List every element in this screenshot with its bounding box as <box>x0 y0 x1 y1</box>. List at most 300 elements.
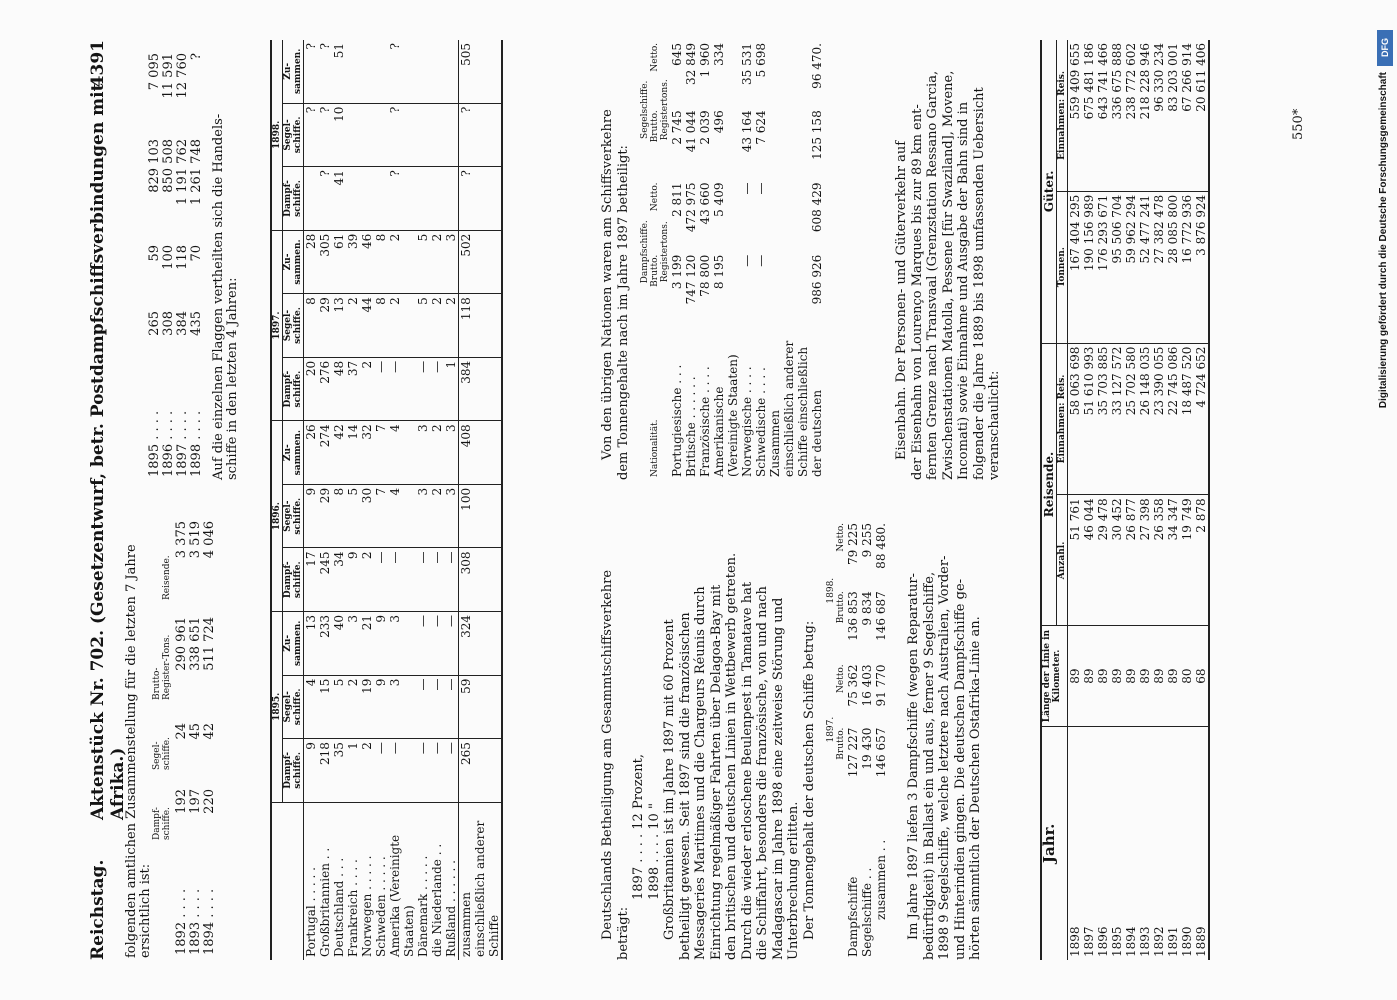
table-row: Dampfschiffe 127 227 75 362 136 853 79 225 <box>846 523 860 957</box>
flag-value-cell <box>346 103 360 167</box>
flag-value-cell: 10 <box>332 103 346 167</box>
text-line: folgender die Jahre 1889 bis 1898 umfassenden Uebersicht <box>971 87 987 480</box>
flag-value-cell: ? <box>318 40 332 103</box>
flag-value-cell: 3 <box>416 421 430 485</box>
sub-zus: Zu- sammen. <box>283 612 304 676</box>
text-line: Durch die wieder erloschene Beulenpest in Tamatave hat <box>739 581 755 960</box>
flag-value-cell: 2 <box>430 294 444 358</box>
rail-value-cell: 89 <box>1152 626 1166 726</box>
sub-segel: Segel- schiffe. <box>283 294 304 358</box>
flag-value-cell: ? <box>388 103 416 167</box>
rail-value-cell: 20 611 406 <box>1194 40 1209 191</box>
table-row <box>1166 40 1180 960</box>
rail-value-cell: 68 <box>1194 626 1209 726</box>
rail-value-cell: 89 <box>1110 626 1124 726</box>
flag-value-cell: 276 <box>318 357 332 421</box>
flag-value-cell: 5 <box>416 230 430 294</box>
flag-value-cell: — <box>374 548 388 612</box>
flag-value-cell: 2 <box>430 484 444 548</box>
flag-value-cell <box>416 103 430 167</box>
flag-value-cell <box>444 40 459 103</box>
table-row <box>430 40 444 960</box>
table-row: Französische . . . . 78 800 43 660 2 039 1 960 <box>698 43 712 477</box>
year-1897: 1897. <box>271 230 283 421</box>
flag-value-cell: 13 <box>304 612 319 676</box>
rail-value-cell: 30 452 <box>1110 495 1124 626</box>
flag-value-cell: ? <box>388 167 416 231</box>
flag-value-cell <box>430 103 444 167</box>
text-line: bedürftigkeit) in Ballast ein und aus, ferner 9 Segelschiffe, <box>921 571 937 960</box>
flag-value-cell: 100 <box>459 484 503 548</box>
flag-nation-cell: Amerika (Vereinigte Staaten) <box>388 802 416 960</box>
text-line: Eisenbahn. Der Personen- und Güterverkehr auf <box>894 140 909 460</box>
table-row: 1896 . . . . 308 100 850 508 11 591 <box>161 53 176 477</box>
text-line: Deutschlands Betheiligung am Gesammtschiffsverkehre <box>600 569 615 940</box>
flag-value-cell: — <box>416 739 430 803</box>
flag-value-cell: 2 <box>360 548 374 612</box>
rail-value-cell: 27 382 478 <box>1152 191 1166 343</box>
flag-value-cell: 218 <box>318 739 332 803</box>
rail-sub-einnahmen: Einnahmen: Reis. <box>1057 343 1068 495</box>
summary-table-1 <box>175 518 217 958</box>
rail-value-cell: 16 772 936 <box>1180 191 1194 343</box>
flag-value-cell: 21 <box>360 612 374 676</box>
rail-value-cell: 176 293 671 <box>1096 191 1110 343</box>
flag-value-cell: 35 <box>332 739 346 803</box>
flag-nation-cell: Dänemark . . . . . <box>416 802 430 960</box>
text-line: betheiligt gewesen. Seit 1897 sind die französischen <box>677 612 693 960</box>
summary-table-2 <box>148 50 204 480</box>
flag-value-cell: 2 <box>346 294 360 358</box>
flag-value-cell: — <box>416 357 430 421</box>
flag-value-cell: 20 <box>304 357 319 421</box>
flag-value-cell <box>346 40 360 103</box>
flag-value-cell: 9 <box>374 612 388 676</box>
rail-year-cell: 1891 <box>1166 726 1180 960</box>
flag-value-cell: 408 <box>459 421 503 485</box>
table-row <box>1110 40 1124 960</box>
flag-value-cell: 17 <box>304 548 319 612</box>
text-line: beträgt: <box>615 906 631 960</box>
rail-year-cell: 1897 <box>1082 726 1096 960</box>
flag-value-cell: 324 <box>459 612 503 676</box>
rail-value-cell: 27 398 <box>1138 495 1152 626</box>
rail-value-cell: 218 228 946 <box>1138 40 1152 191</box>
flag-nation-cell: Frankreich . . . . <box>346 802 360 960</box>
flag-value-cell <box>360 40 374 103</box>
text-line: 1898 . . . . 10 " <box>646 803 662 900</box>
flag-value-cell: 30 <box>360 484 374 548</box>
sub-dampf: Dampf- schiffe. <box>283 739 304 803</box>
dfg-text: Digitalisierung gefördert durch die Deutsche Forschungsgemeinschaft <box>1378 72 1389 409</box>
rail-year-cell: 1894 <box>1124 726 1138 960</box>
flag-value-cell: 505 <box>459 40 503 103</box>
flag-table <box>270 40 503 960</box>
table-row <box>360 40 374 960</box>
rail-value-cell: 19 749 <box>1180 495 1194 626</box>
rail-value-cell: 336 675 888 <box>1110 40 1124 191</box>
intro-line-1: folgenden amtlichen Zusammenstellung für die letzten 7 Jahre <box>124 544 139 958</box>
flag-value-cell: 3 <box>444 421 459 485</box>
text-line: 1897 . . . . 12 Prozent, <box>631 753 646 900</box>
flag-nation-cell: Portugal . . . . . <box>304 802 319 960</box>
flag-value-cell: 502 <box>459 230 503 294</box>
flag-value-cell: 15 <box>318 675 332 739</box>
flag-value-cell <box>374 167 388 231</box>
flag-value-cell: 44 <box>360 294 374 358</box>
rail-year-cell: 1889 <box>1194 726 1209 960</box>
flag-value-cell: 2 <box>388 230 416 294</box>
flag-value-cell: 233 <box>318 612 332 676</box>
nat-head-nationality: Nationalität. <box>650 419 660 477</box>
table-row: Amerikanische (Vereinigte Staaten) 8 195 5 409 496 334 <box>712 43 740 477</box>
footer-mark: 550* <box>1291 108 1306 140</box>
flag-value-cell: 5 <box>346 484 360 548</box>
flag-value-cell <box>430 40 444 103</box>
table-row <box>374 40 388 960</box>
text-line: Großbritannien ist im Jahre 1897 mit 60 Prozent <box>662 619 677 940</box>
flag-value-cell: 3 <box>416 484 430 548</box>
nat-head-segel: Segelschiffe. <box>640 80 650 139</box>
flag-value-cell: — <box>374 357 388 421</box>
table-row: 1898 . . . . 435 70 1 261 748 ? <box>189 53 204 477</box>
rail-value-cell: 4 724 652 <box>1194 343 1209 495</box>
rail-value-cell: 89 <box>1138 626 1152 726</box>
year-1895: 1895. <box>271 612 283 803</box>
rail-value-cell: 51 761 <box>1068 495 1083 626</box>
flag-value-cell: 13 <box>332 294 346 358</box>
text-line: Von den übrigen Nationen waren am Schiffsverkehre <box>600 109 615 460</box>
flag-value-cell: 39 <box>346 230 360 294</box>
table-row: 1894 . . . . 220 42 511 724 4 046 <box>202 521 217 955</box>
rail-value-cell: 46 044 <box>1082 495 1096 626</box>
rail-value-cell: 559 409 655 <box>1068 40 1083 191</box>
text-line: Unterbrechung erlitten. <box>786 801 801 960</box>
page-number: 4391 <box>88 40 108 88</box>
flag-value-cell: 41 <box>332 167 346 231</box>
rail-value-cell: 33 127 572 <box>1110 343 1124 495</box>
rail-value-cell: 89 <box>1068 626 1083 726</box>
text-line: Madagascar im Jahre 1898 eine zeitweise Störung und <box>770 597 786 960</box>
text-line: veranschaulicht: <box>987 370 1002 480</box>
sub-segel: Segel- schiffe. <box>283 675 304 739</box>
table-row <box>1082 40 1096 960</box>
rail-value-cell: 52 477 241 <box>1138 191 1152 343</box>
head-segel: Segel- <box>152 741 162 770</box>
rail-value-cell: 26 877 <box>1124 495 1138 626</box>
flag-value-cell <box>444 167 459 231</box>
rail-sub-tonnen: Tonnen. <box>1057 191 1068 343</box>
flag-value-cell: 1 <box>346 739 360 803</box>
text-line: Im Jahre 1897 liefen 3 Dampfschiffe (wegen Reparatur- <box>906 573 921 940</box>
flag-value-cell: 48 <box>332 357 346 421</box>
flag-value-cell: — <box>444 739 459 803</box>
flag-value-cell: 3 <box>444 484 459 548</box>
flag-value-cell: — <box>430 739 444 803</box>
text-line: Incomati) sowie Einnahme und Ausgabe der Bahn sind in <box>956 101 971 480</box>
flag-value-cell: 29 <box>318 484 332 548</box>
table-row <box>304 40 319 960</box>
flag-value-cell: 5 <box>416 294 430 358</box>
flag-value-cell: 245 <box>318 548 332 612</box>
rail-value-cell: 675 481 186 <box>1082 40 1096 191</box>
rail-year-cell: 1890 <box>1180 726 1194 960</box>
flag-value-cell: 9 <box>346 548 360 612</box>
right-text-block-2 <box>894 40 1003 480</box>
rail-value-cell: 167 404 295 <box>1068 191 1083 343</box>
flag-value-cell: — <box>388 357 416 421</box>
table-row <box>1180 40 1194 960</box>
rail-value-cell: 18 487 520 <box>1180 343 1194 495</box>
table-row: Portugiesische . . . 3 199 2 811 2 745 645 <box>670 43 684 477</box>
table-row: 1892 . . . . 192 24 290 961 3 375 <box>174 521 189 955</box>
flag-value-cell: 9 <box>304 484 319 548</box>
flag-value-cell: 26 <box>304 421 319 485</box>
flag-value-cell: 118 <box>459 294 503 358</box>
flag-value-cell: ? <box>304 40 319 103</box>
rail-value-cell: 96 330 234 <box>1152 40 1166 191</box>
flag-value-cell: 2 <box>346 675 360 739</box>
flag-value-cell: 32 <box>360 421 374 485</box>
table-row <box>1068 40 1083 960</box>
flag-value-cell: 384 <box>459 357 503 421</box>
flag-value-cell: — <box>388 739 416 803</box>
flag-value-cell: 59 <box>459 675 503 739</box>
rail-value-cell: 58 063 698 <box>1068 343 1083 495</box>
rail-value-cell: 34 347 <box>1166 495 1180 626</box>
rail-value-cell: 89 <box>1124 626 1138 726</box>
flag-value-cell: 9 <box>304 739 319 803</box>
flag-value-cell: — <box>430 357 444 421</box>
rail-value-cell: 28 085 800 <box>1166 191 1180 343</box>
tonnage-table: 1897. 1898. Brutto. Netto. Brutto. Netto. Dampfschiffe 127 227 75 362 136 853 79 225 Segelschiffe . . 19 430 16 403 9 834 9 255 zusammen . . 146 657 91 770 146 687 88 480. <box>826 520 888 960</box>
text-line: Messageries Maritimes und die Chargeurs Réunis durch <box>693 586 708 960</box>
head-dampf: Dampf- <box>152 807 162 840</box>
flag-value-cell <box>416 40 430 103</box>
sub-dampf: Dampf- schiffe. <box>283 167 304 231</box>
flag-value-cell: 7 <box>374 484 388 548</box>
outro-line-1: Auf die einzelnen Flaggen vertheilten sich die Handels- <box>211 113 226 480</box>
flag-value-cell: 2 <box>444 294 459 358</box>
flag-value-cell: — <box>444 548 459 612</box>
flag-nation-cell: Norwegen . . . . . <box>360 802 374 960</box>
text-line: hörten sämmtlich der Deutschen Ostafrika-Linie an. <box>968 616 983 960</box>
flag-value-cell: 40 <box>332 612 346 676</box>
flag-value-cell <box>374 40 388 103</box>
head-reisende: Reisende. <box>162 555 172 600</box>
rail-year-cell: 1896 <box>1096 726 1110 960</box>
flag-value-cell: 4 <box>304 675 319 739</box>
flag-table-body <box>304 40 503 960</box>
text-line: die Schiffahrt, besonders die französische, von und nach <box>755 586 770 960</box>
table-row <box>1152 40 1166 960</box>
flag-value-cell: — <box>416 612 430 676</box>
summary-intro <box>125 518 153 958</box>
table-row: 1893 . . . . 197 45 338 651 3 519 <box>188 521 203 955</box>
flag-value-cell: ? <box>304 103 319 167</box>
summary-outro <box>212 40 240 480</box>
flag-value-cell: 2 <box>388 294 416 358</box>
rail-col-gueter: Güter. <box>1041 40 1057 343</box>
flag-value-cell <box>346 167 360 231</box>
text-line: Zwischenstationen Matolla, Pessene [für Swaziland], Movene, <box>940 70 956 480</box>
table-row <box>416 40 430 960</box>
flag-value-cell: 9 <box>374 675 388 739</box>
ton-year-1898: 1898. <box>826 577 836 604</box>
nations-table: Dampfschiffe. Segelschiffe. Nationalität. Brutto. Netto. Brutto. Netto. Registertons. Registertons. Portugiesische . . . 3 199 2 811 2 745 645 Britische . . . . . . 747 120 472 975 41 044 32 849 Französische . . . . 78 800 43 660 2 039 1 960 Amerikanische (Vereinigte Staaten) 8 195 5 409 496 334 Norwegische . . . . — — 43 164 35 531 Schwedische . . . . — — 7 624 5 698 Zusammen einschließlich anderer Schiffe einschließlich der deutschen 986 926 608 429 125 158 96 470. <box>640 40 824 480</box>
flag-value-cell: 2 <box>430 421 444 485</box>
flag-value-cell: ? <box>388 40 416 103</box>
table-row <box>318 40 332 960</box>
flag-value-cell: 308 <box>459 548 503 612</box>
flag-value-cell: — <box>444 675 459 739</box>
flag-value-cell: 37 <box>346 357 360 421</box>
table-row <box>444 40 459 960</box>
flag-value-cell: — <box>388 548 416 612</box>
flag-nation-cell: Rußland . . . . . . <box>444 802 459 960</box>
rail-table <box>1040 40 1210 960</box>
intro-line-2: ersichtlich ist: <box>138 863 153 958</box>
flag-value-cell: 2 <box>360 739 374 803</box>
flag-value-cell: 42 <box>332 421 346 485</box>
dfg-logo: DFG <box>1377 30 1393 66</box>
flag-value-cell <box>374 103 388 167</box>
rail-year-cell: 1892 <box>1152 726 1166 960</box>
flag-col-nation <box>271 802 304 960</box>
text-line: dem Tonnengehalte nach im Jahre 1897 betheiligt: <box>615 145 631 480</box>
table-row <box>1124 40 1138 960</box>
flag-value-cell: 14 <box>346 421 360 485</box>
flag-value-cell: 46 <box>360 230 374 294</box>
flag-value-cell <box>304 167 319 231</box>
rail-value-cell: 35 703 885 <box>1096 343 1110 495</box>
flag-value-cell: ? <box>459 167 503 231</box>
running-header <box>88 40 128 960</box>
flag-value-cell: 29 <box>318 294 332 358</box>
left-text-block <box>600 520 817 960</box>
flag-value-cell: — <box>416 548 430 612</box>
text-line: und Hinterindien gingen. Die deutschen Dampfschiffe ge- <box>952 578 968 960</box>
flag-value-cell: 4 <box>388 484 416 548</box>
flag-nation-cell: die Niederlande . . <box>430 802 444 960</box>
rail-value-cell: 22 745 086 <box>1166 343 1180 495</box>
rail-value-cell: 89 <box>1166 626 1180 726</box>
rail-value-cell: 3 876 924 <box>1194 191 1209 343</box>
flag-value-cell: 1 <box>444 357 459 421</box>
table-row <box>388 40 416 960</box>
rail-col-reisende: Reisende. <box>1041 343 1057 626</box>
year-1898: 1898. <box>271 40 283 230</box>
rail-col-length: Länge der Linie in Kilometer. <box>1041 626 1068 726</box>
rail-col-jahr: Jahr. <box>1041 726 1068 960</box>
rail-value-cell: 83 203 001 <box>1166 40 1180 191</box>
flag-value-cell <box>360 167 374 231</box>
sub-segel: Segel- schiffe. <box>283 103 304 167</box>
flag-value-cell: ? <box>318 103 332 167</box>
sub-dampf: Dampf- schiffe. <box>283 357 304 421</box>
flag-value-cell: 8 <box>332 484 346 548</box>
text-line: der Eisenbahn von Lourenço Marques bis zur 89 km ent- <box>909 104 925 480</box>
rail-value-cell: 26 358 <box>1152 495 1166 626</box>
flag-value-cell <box>444 103 459 167</box>
flag-value-cell: 34 <box>332 548 346 612</box>
flag-value-cell: — <box>430 612 444 676</box>
rail-value-cell: 23 390 055 <box>1152 343 1166 495</box>
flag-value-cell: — <box>416 675 430 739</box>
rail-value-cell: 190 156 989 <box>1082 191 1096 343</box>
nat-head-dampf: Dampfschiffe. <box>640 220 650 284</box>
rail-value-cell: 89 <box>1096 626 1110 726</box>
flag-value-cell: 8 <box>374 230 388 294</box>
rail-value-cell: 2 878 <box>1194 495 1209 626</box>
flag-value-cell: 51 <box>332 40 346 103</box>
flag-value-cell: ? <box>459 103 503 167</box>
flag-value-cell: 265 <box>459 739 503 803</box>
table-row <box>1138 40 1152 960</box>
table-row <box>346 40 360 960</box>
flag-nation-cell: zusammen einschließlich anderer Schiffe <box>459 802 503 960</box>
flag-value-cell: — <box>374 739 388 803</box>
flag-value-cell: 2 <box>360 357 374 421</box>
right-text-block <box>600 40 631 480</box>
rail-value-cell: 80 <box>1180 626 1194 726</box>
flag-value-cell: 274 <box>318 421 332 485</box>
text-line: 1898 9 Segelschiffe, welche letztere nach Australien, Vorder- <box>937 555 952 960</box>
rail-value-cell: 67 266 914 <box>1180 40 1194 191</box>
flag-value-cell: 3 <box>388 612 416 676</box>
rail-value-cell: 26 148 035 <box>1138 343 1152 495</box>
sub-zus: Zu- sammen. <box>283 421 304 485</box>
rail-value-cell: 25 702 580 <box>1124 343 1138 495</box>
flag-value-cell: 3 <box>388 675 416 739</box>
flag-value-cell <box>360 103 374 167</box>
table-row: Segelschiffe . . 19 430 16 403 9 834 9 255 <box>860 523 874 957</box>
rail-sub-anzahl: Anzahl. <box>1057 495 1068 626</box>
table-row <box>332 40 346 960</box>
text-line: den britischen und deutschen Linien in Wettbewerb getreten. <box>724 552 739 960</box>
flag-value-cell: 5 <box>332 675 346 739</box>
text-line: Der Tonnengehalt der deutschen Schiffe betrug: <box>801 620 817 940</box>
head-brutto: Brutto- <box>152 667 162 700</box>
flag-value-cell: 305 <box>318 230 332 294</box>
left-text-block-2 <box>906 520 984 960</box>
flag-value-cell: — <box>444 612 459 676</box>
rail-year-cell: 1895 <box>1110 726 1124 960</box>
flag-value-cell: 3 <box>444 230 459 294</box>
flag-nation-cell: Großbritannien . . <box>318 802 332 960</box>
rail-value-cell: 643 741 466 <box>1096 40 1110 191</box>
sub-segel: Segel- schiffe. <box>283 484 304 548</box>
flag-value-cell: ? <box>318 167 332 231</box>
text-line: Einrichtung regelmäßiger Fahrten über Delagoa-Bay mit <box>708 584 724 960</box>
flag-value-cell: — <box>430 675 444 739</box>
rail-value-cell: 59 962 294 <box>1124 191 1138 343</box>
outro-line-2: schiffe in den letzten 4 Jahren: <box>225 277 240 480</box>
year-1896: 1896. <box>271 421 283 612</box>
table-row: Britische . . . . . . 747 120 472 975 41 044 32 849 <box>684 43 698 477</box>
flag-value-cell: 3 <box>346 612 360 676</box>
flag-value-cell: 7 <box>374 421 388 485</box>
flag-value-cell: 8 <box>304 294 319 358</box>
flag-value-cell <box>416 167 430 231</box>
table-row: Schwedische . . . . — — 7 624 5 698 <box>754 43 768 477</box>
rail-value-cell: 89 <box>1082 626 1096 726</box>
table-row: Norwegische . . . . — — 43 164 35 531 <box>740 43 754 477</box>
flag-value-cell: — <box>430 548 444 612</box>
header-left: Reichstag. <box>88 859 108 960</box>
rail-sub-einnahmen2: Einnahmen: Reis. <box>1057 40 1068 191</box>
rail-table-body <box>1068 40 1210 960</box>
